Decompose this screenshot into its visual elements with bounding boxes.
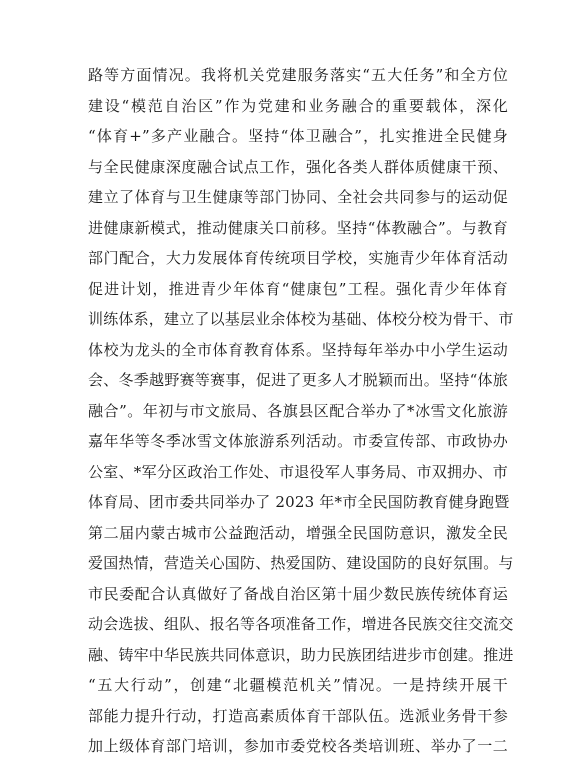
- text-line: 融、铸牢中华民族共同体意识，助力民族团结进步市创建。推进: [88, 645, 514, 664]
- text-line: 第二届内蒙古城市公益跑活动，增强全民国防意识，激发全民: [88, 523, 508, 542]
- text-line: 部门配合，大力发展体育传统项目学校，实施青少年体育活动: [88, 249, 508, 267]
- text-line: 体校为龙头的全市体育教育体系。坚持每年举办中小学生运动: [88, 340, 508, 359]
- text-line: 部能力提升行动，打造高素质体育干部队伍。选派业务骨干参: [88, 706, 508, 725]
- text-line: 爱国热情，营造关心国防、热爱国防、建设国防的良好氛围。与: [88, 554, 514, 572]
- text-line: 促进计划，推进青少年体育“健康包”工程。强化青少年体育: [88, 279, 508, 298]
- text-line: 市民委配合认真做好了备战自治区第十届少数民族传统体育运: [88, 584, 508, 603]
- text-line: 训练体系，建立了以基层业余体校为基础、体校分校为骨干、市: [88, 310, 514, 328]
- text-line: 建设“模范自治区”作为党建和业务融合的重要载体，深化: [88, 96, 508, 115]
- text-line: 路等方面情况。我将机关党建服务落实“五大任务”和全方位: [88, 66, 508, 84]
- text-line: 公室、*军分区政治工作处、市退役军人事务局、市双拥办、市: [88, 462, 508, 481]
- text-line: 融合”。年初与市文旅局、各旗县区配合举办了*冰雪文化旅游: [88, 401, 508, 420]
- text-line: 会、冬季越野赛等赛事，促进了更多人才脱颖而出。坚持“体旅: [88, 371, 508, 389]
- text-line: 进健康新模式，推动健康关口前移。坚持“体教融合”。与教育: [88, 218, 508, 237]
- text-line: 与全民健康深度融合试点工作，强化各类人群体质健康干预、: [88, 157, 508, 176]
- text-line: 加上级体育部门培训，参加市委党校各类培训班、举办了一二: [88, 737, 508, 755]
- body-paragraph: [88, 60, 514, 762]
- text-line: “五大行动”，创建“北疆模范机关”情况。一是持续开展干: [88, 676, 508, 694]
- text-line: 建立了体育与卫生健康等部门协同、全社会共同参与的运动促: [88, 188, 508, 206]
- text-line: 动会选拔、组队、报名等各项准备工作，增进各民族交往交流交: [88, 615, 514, 633]
- text-line: 嘉年华等冬季冰雪文体旅游系列活动。市委宣传部、市政协办: [88, 432, 508, 450]
- text-line: 体育局、团市委共同举办了 2023 年*市全民国防教育健身跑暨: [88, 493, 510, 511]
- text-line: “体育+”多产业融合。坚持“体卫融合”，扎实推进全民健身: [88, 127, 508, 145]
